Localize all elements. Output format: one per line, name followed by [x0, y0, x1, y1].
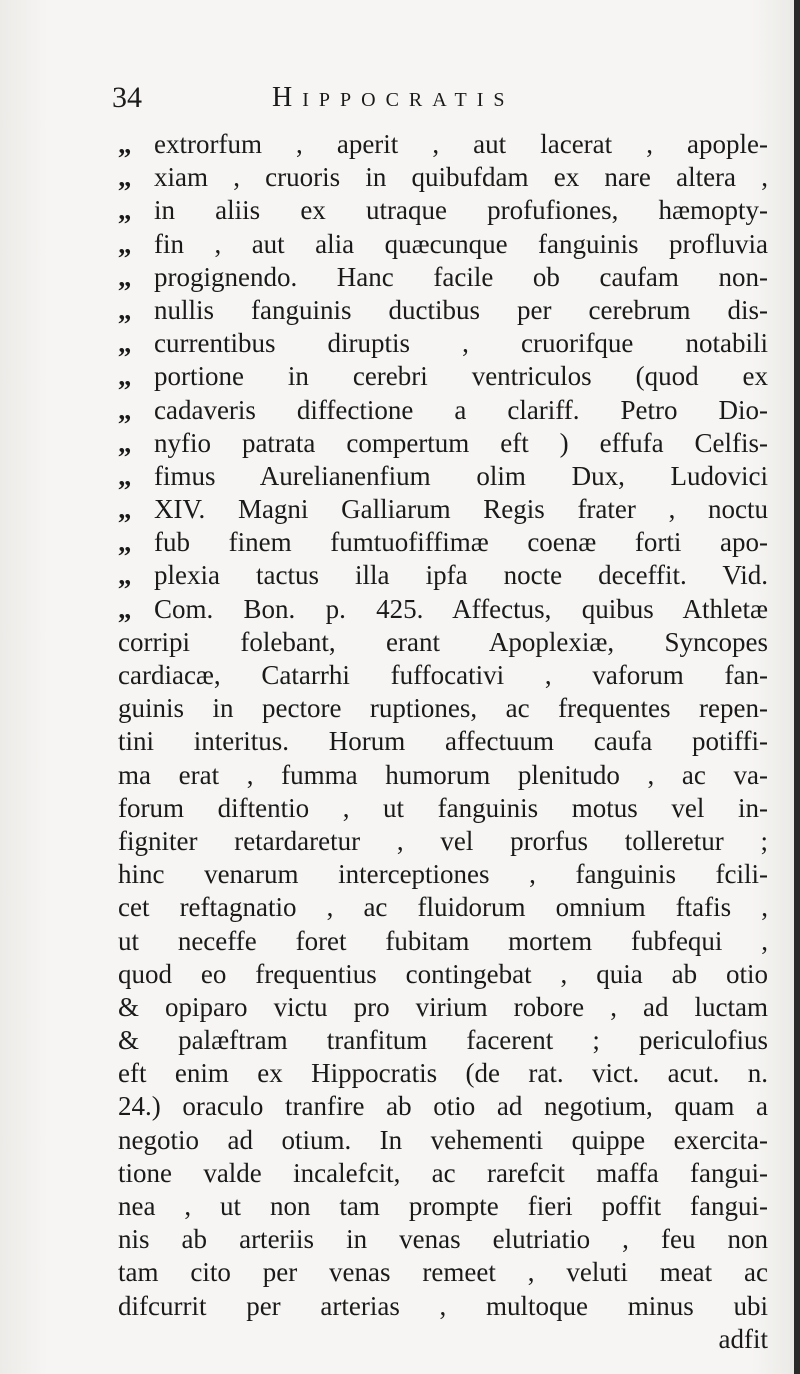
text-line [118, 261, 768, 294]
page-header [112, 78, 672, 118]
text-line [118, 626, 768, 659]
text-line [118, 327, 768, 360]
quote-mark: „ [118, 361, 132, 392]
line-text: difcurrit per arterias , multoque minus ubi [118, 1290, 768, 1321]
line-text: & opiparo victu pro virium robore , ad luctam [118, 991, 768, 1022]
line-text: quod eo frequentius contingebat , quia ab otio [118, 958, 768, 989]
line-text: extrorfum , aperit , aut lacerat , apople- [154, 129, 768, 159]
line-text: ma erat , fumma humorum plenitudo , ac va- [118, 759, 768, 790]
line-text: nea , ut non tam prompte fieri poffit fangui- [118, 1191, 768, 1221]
page-edge [794, 0, 800, 1374]
line-text: plexia tactus illa ipfa nocte deceffit. Vid. [154, 560, 768, 591]
quote-mark: „ [118, 228, 132, 259]
text-line [118, 460, 768, 493]
line-text: nullis fanguinis ductibus per cerebrum dis- [154, 294, 768, 325]
text-line [118, 725, 768, 758]
text-line [118, 360, 768, 393]
quote-mark: „ [118, 460, 132, 491]
text-line [118, 593, 768, 626]
line-text: 24.) oraculo tranfire ab otio ad negotium, quam a [118, 1091, 768, 1122]
running-head: Hippocratis [272, 82, 515, 113]
line-text: tini interitus. Horum affectuum caufa potiffi- [118, 726, 768, 757]
text-line [118, 1124, 768, 1157]
text-line [118, 493, 768, 526]
line-text: fub finem fumtuofiffimæ coenæ forti apo- [154, 527, 768, 558]
text-line [118, 692, 768, 725]
line-text: cet reftagnatio , ac fluidorum omnium ftafis , [118, 892, 768, 923]
line-text: tione valde incalefcit, ac rarefcit maffa fangui- [118, 1157, 768, 1188]
quote-mark: „ [118, 560, 132, 591]
line-text: progignendo. Hanc facile ob caufam non- [154, 261, 768, 292]
line-text: fimus Aurelianenfium olim Dux, Ludovici [154, 460, 768, 491]
text-line [118, 825, 768, 858]
line-text: forum diftentio , ut fanguinis motus vel in- [118, 792, 768, 823]
line-text: ut neceffe foret fubitam mortem fubfequi , [118, 925, 768, 956]
quote-mark: „ [118, 294, 132, 325]
text-line [118, 792, 768, 825]
body-text [118, 128, 768, 1356]
text-line [118, 1190, 768, 1223]
line-text: Com. Bon. p. 425. Affectus, quibus Athletæ [154, 593, 768, 624]
line-text: tam cito per venas remeet , veluti meat ac [118, 1257, 768, 1288]
text-line [118, 161, 768, 194]
text-line [118, 1024, 768, 1057]
quote-mark: „ [118, 394, 132, 425]
line-text: cardiacæ, Catarrhi fuffocativi , vaforum fan- [118, 660, 768, 690]
text-line [118, 128, 768, 161]
line-text: currentibus diruptis , cruorifque notabili [154, 328, 768, 359]
line-text: corripi folebant, erant Apoplexiæ, Syncopes [118, 626, 768, 657]
quote-mark: „ [118, 195, 132, 226]
text-line [118, 394, 768, 427]
text-line [118, 858, 768, 891]
quote-mark: „ [118, 261, 132, 292]
quote-mark: „ [118, 527, 132, 558]
quote-mark: „ [118, 427, 132, 458]
line-text: negotio ad otium. In vehementi quippe exercita- [118, 1124, 768, 1155]
line-text: nyfio patrata compertum eft ) effufa Celfis- [154, 427, 768, 458]
text-line [118, 1157, 768, 1190]
quote-mark: „ [118, 494, 132, 525]
text-line [118, 991, 768, 1024]
line-text: fin , aut alia quæcunque fanguinis profluvia [154, 228, 768, 259]
line-text: hinc venarum interceptiones , fanguinis fcili- [118, 859, 768, 890]
line-text: guinis in pectore ruptiones, ac frequentes repen- [118, 693, 768, 724]
quote-mark: „ [118, 129, 132, 159]
quote-mark: „ [118, 328, 132, 359]
catchword [118, 1323, 768, 1356]
line-text: nis ab arteriis in venas elutriatio , feu non [118, 1224, 768, 1255]
text-line [118, 925, 768, 958]
text-line [118, 659, 768, 692]
text-line [118, 427, 768, 460]
quote-mark: „ [118, 593, 132, 624]
page-number: 34 [112, 81, 142, 114]
text-line [118, 1057, 768, 1090]
text-line [118, 194, 768, 227]
text-line [118, 526, 768, 559]
line-text: xiam , cruoris in quibufdam ex nare altera , [154, 162, 768, 193]
text-line [118, 759, 768, 792]
text-line [118, 294, 768, 327]
line-text: cadaveris diffectione a clariff. Petro Dio- [154, 394, 768, 425]
line-text: XIV. Magni Galliarum Regis frater , noctu [154, 494, 768, 525]
text-line [118, 891, 768, 924]
line-text: & palæftram tranfitum facerent ; periculofius [118, 1025, 768, 1056]
text-line [118, 958, 768, 991]
text-line [118, 559, 768, 592]
text-line [118, 228, 768, 261]
text-line [118, 1256, 768, 1289]
text-line [118, 1223, 768, 1256]
line-text: in aliis ex utraque profufiones, hæmopty- [154, 195, 768, 226]
line-text: figniter retardaretur , vel prorfus tolleretur ; [118, 825, 768, 856]
text-line [118, 1290, 768, 1323]
text-line [118, 1090, 768, 1123]
quote-mark: „ [118, 162, 132, 193]
line-text: portione in cerebri ventriculos (quod ex [154, 361, 768, 392]
line-text: adfit [718, 1323, 768, 1354]
line-text: eft enim ex Hippocratis (de rat. vict. acut. n. [118, 1058, 768, 1089]
